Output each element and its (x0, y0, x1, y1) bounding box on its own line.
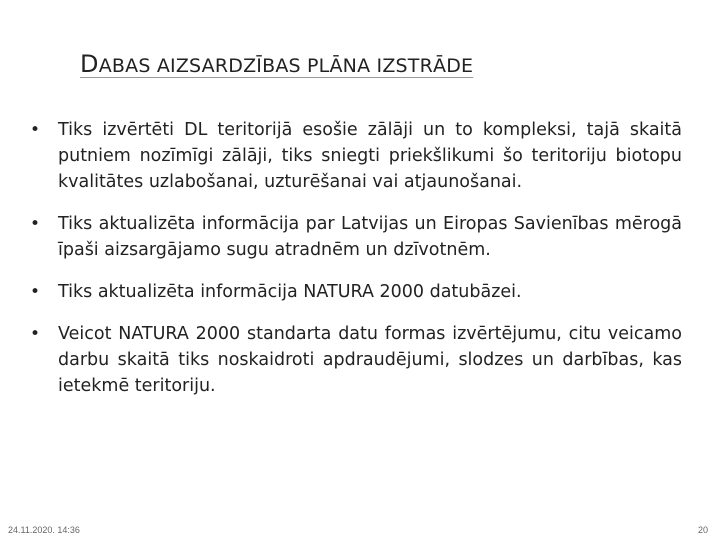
slide-title (80, 50, 473, 78)
footer-date: 24.11.2020. 14:36 (8, 525, 80, 535)
bullet-dot: • (30, 282, 41, 302)
bullet-text: Veicot NATURA 2000 standarta datu formas izvērtējumu, citu veicamo darbu skaitā tiks noskaidroti apdraudējumi, slodzes un darbības, kas ietekmē teritoriju. (58, 324, 682, 396)
page-number: 20 (697, 525, 708, 535)
bullet-dot: • (30, 324, 41, 344)
bullet-list (28, 117, 682, 415)
bullet-text: Tiks aktualizēta informācija NATURA 2000 datubāzei. (58, 282, 522, 302)
bullet-item (28, 211, 682, 263)
bullet-text: Tiks aktualizēta informācija par Latvijas un Eiropas Savienības mērogā īpaši aizsargājamo sugu atradnēm un dzīvotnēm. (58, 214, 682, 260)
bullet-item (28, 117, 682, 195)
bullet-item (28, 321, 682, 399)
slide-title-initial: D (80, 50, 99, 78)
bullet-dot: • (30, 214, 41, 234)
bullet-text: Tiks izvērtēti DL teritorijā esošie zālāji un to kompleksi, tajā skaitā putniem nozīmīgi zālāji, tiks sniegti priekšlikumi šo teritoriju biotopu kvalitātes uzlabošanai, uzturēšanai vai atjaunošanai. (58, 120, 682, 192)
bullet-item (28, 279, 682, 305)
slide-title-rest: ABAS AIZSARDZĪBAS PLĀNA IZSTRĀDE (98, 55, 474, 77)
bullet-dot: • (30, 120, 41, 140)
